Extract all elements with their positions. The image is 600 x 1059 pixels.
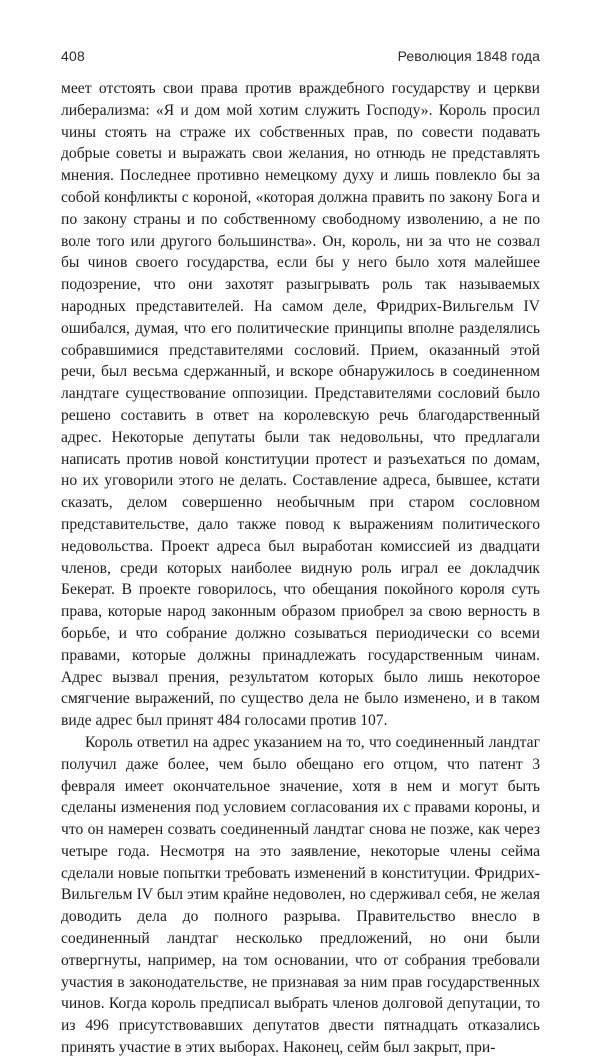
running-header — [61, 48, 540, 70]
paragraph-2: Король ответил на адрес указанием на то, что соединенный ландтаг получил даже более, чем было обещано его отцом, что патент 3 февраля имеет окончательное значение, хотя в нем и могут быть сделаны изменения под условием согласования их с правами короны, и что он намерен созвать соединенный ландтаг снова не позже, как через четыре года. Несмотря на это заявление, некоторые члены сейма сделали новые попытки требовать изменений в конституции. Фридрих-Вильгельм IV был этим крайне недоволен, но сдерживал себя, не желая доводить дела до полного разрыва. Правительство внесло в соединенный ландтаг несколько предложений, но они были отвергнуты, например, на том основании, что от собрания требовали участия в законодательстве, не признавая за ним прав государственных чинов. Когда король предписал выбрать членов долговой депутации, то из 496 присутствовавших депутатов двести пятнадцать отказались принять участие в этих выборах. Наконец, сейм был закрыт, при- — [61, 733, 540, 1057]
page-number: 408 — [61, 48, 85, 64]
running-title: Революция 1848 года — [397, 48, 540, 64]
paragraph-1: меет отстоять свои права против враждебного государству и церкви либерализма: «Я и дом мой хотим служить Господу». Король просил чины стоять на страже их собственных прав, по совести подавать добрые советы и выражать свои желания, но отнюдь не представлять мнения. Последнее противно немецкому духу и лишь повлекло бы за собой конфликты с короной, «которая должна править по закону Бога и по закону страны и по собственному свободному изволению, а не по воле того или другого большинства». Он, король, ни за что не созвал бы чинов своего государства, если бы у него было хотя малейшее подозрение, что они захотят разыгрывать роль так называемых народных представителей. На самом деле, Фридрих-Вильгельм IV ошибался, думая, что его политические принципы вполне разделялись собравшимися представителями сословий. Прием, оказанный этой речи, был весьма сдержанный, и вскоре обнаружилось в соединенном ландтаге существование оппозиции. Представителями сословий было решено составить в ответ на королевскую речь благодарственный адрес. Некоторые депутаты были так недовольны, что предлагали написать против новой конституции протест и разъехаться по домам, но их уговорили этого не делать. Составление адреса, бывшее, кстати сказать, делом совершенно необычным при старом сословном представительстве, дало также повод к выражениям политического недовольства. Проект адреса был выработан комиссией из двадцати членов, среди которых наиболее видную роль играл ее докладчик Бекерат. В проекте говорилось, что обещания покойного короля суть права, которые народ законным образом приобрел за свою верность в борьбе, и что собрание должно созываться периодически со всеми правами, которые должны принадлежать государственным чинам. Адрес вызвал прения, результатом которых было лишь некоторое смягчение выражений, по существо дела не было изменено, и в таком виде адрес был принят 484 голосами против 107. — [61, 80, 540, 730]
body-text — [61, 78, 540, 1059]
book-page — [61, 48, 540, 1059]
